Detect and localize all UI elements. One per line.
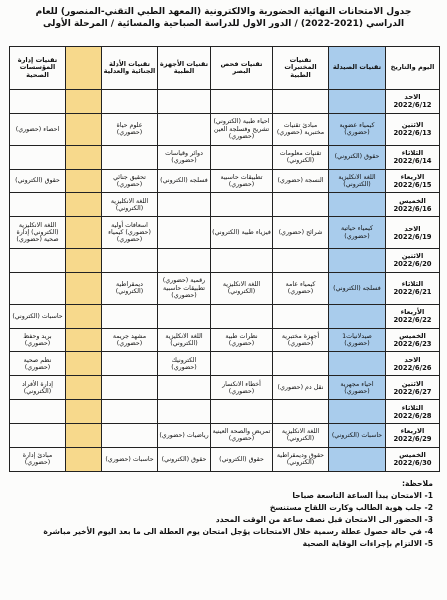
cell-health-management: حقوق (الكتروني) bbox=[10, 169, 66, 193]
cell-empty bbox=[66, 90, 102, 114]
cell-medical-devices bbox=[158, 217, 211, 249]
cell-empty bbox=[66, 113, 102, 145]
cell-day-date bbox=[386, 447, 440, 471]
cell-optometry bbox=[211, 304, 273, 328]
header-optometry: تقنيات فحص البصر bbox=[211, 47, 273, 90]
day-date: 2022/6/22 bbox=[393, 316, 432, 325]
cell-empty bbox=[66, 193, 102, 217]
cell-empty bbox=[66, 424, 102, 448]
cell-pharmacy bbox=[329, 193, 386, 217]
cell-medical-devices bbox=[158, 249, 211, 273]
cell-pharmacy: فسلجه (الكتروني) bbox=[329, 272, 386, 304]
day-name: الأربعاء bbox=[400, 308, 425, 317]
note-item: 4- في حالة حصول عطلة رسمية خلال الامتحانات يؤجل امتحان يوم العطلة الى ما بعد اليوم الأخير مباشرة bbox=[43, 527, 433, 536]
day-name: الاثنين bbox=[401, 252, 424, 261]
cell-forensic bbox=[102, 400, 158, 424]
cell-health-management: اللغة الانكليزية (الكتروني) إدارة صحية (حضوري) bbox=[10, 217, 66, 249]
document-title bbox=[14, 6, 433, 30]
notes-heading: ملاحظة: bbox=[402, 479, 433, 488]
header-health-management: تقنيات إدارة المؤسسات الصحية bbox=[10, 47, 66, 90]
cell-pharmacy: حقوق (الكتروني) bbox=[329, 145, 386, 169]
cell-forensic: علوم حياة (حضوري) bbox=[102, 113, 158, 145]
cell-day-date bbox=[386, 304, 440, 328]
cell-forensic: مشهد جريمة (حضوري) bbox=[102, 328, 158, 352]
day-name: الخميس bbox=[399, 451, 426, 460]
cell-optometry: اللغة الانكليزية (الكتروني) bbox=[211, 272, 273, 304]
cell-day-date bbox=[386, 272, 440, 304]
cell-day-date bbox=[386, 376, 440, 400]
cell-forensic bbox=[102, 376, 158, 400]
cell-health-management bbox=[10, 145, 66, 169]
cell-forensic bbox=[102, 424, 158, 448]
cell-optometry bbox=[211, 193, 273, 217]
table-row bbox=[10, 217, 440, 249]
cell-medical-devices: اللغة الانكليزية (الكتروني) bbox=[158, 328, 211, 352]
cell-empty bbox=[66, 352, 102, 376]
day-date: 2022/6/16 bbox=[393, 204, 432, 213]
cell-empty bbox=[66, 447, 102, 471]
cell-medical-devices: فسلجه (الكتروني) bbox=[158, 169, 211, 193]
cell-empty bbox=[66, 217, 102, 249]
day-date: 2022/6/29 bbox=[393, 435, 432, 444]
table-row bbox=[10, 90, 440, 114]
cell-health-management: نظم صحية (حضوري) bbox=[10, 352, 66, 376]
cell-medical-labs: حقوق وديمقراطية (الكتروني) bbox=[273, 447, 329, 471]
cell-medical-devices bbox=[158, 90, 211, 114]
header-forensic: تقنيات الأدلة الجنائية والعدلية bbox=[102, 47, 158, 90]
cell-day-date bbox=[386, 424, 440, 448]
cell-medical-devices bbox=[158, 376, 211, 400]
cell-pharmacy bbox=[329, 352, 386, 376]
cell-forensic bbox=[102, 352, 158, 376]
cell-day-date bbox=[386, 169, 440, 193]
header-pharmacy: تقنيات الصيدلة bbox=[329, 47, 386, 90]
day-date: 2022/6/13 bbox=[393, 129, 432, 138]
table-row bbox=[10, 169, 440, 193]
day-date: 2022/6/28 bbox=[393, 411, 432, 420]
cell-forensic bbox=[102, 145, 158, 169]
cell-day-date bbox=[386, 328, 440, 352]
cell-day-date bbox=[386, 193, 440, 217]
note-item: 1- الامتحان يبدأ الساعة التاسعة صباحا bbox=[292, 491, 433, 500]
cell-empty bbox=[66, 249, 102, 273]
cell-medical-labs bbox=[273, 193, 329, 217]
cell-day-date bbox=[386, 90, 440, 114]
cell-medical-devices: دوائر وقياسات (حضوري) bbox=[158, 145, 211, 169]
cell-medical-devices: رياضيات (حضوري) bbox=[158, 424, 211, 448]
cell-health-management bbox=[10, 424, 66, 448]
cell-medical-labs: تقنيات معلومات (الكتروني) bbox=[273, 145, 329, 169]
day-name: الاحد bbox=[404, 355, 421, 364]
cell-optometry bbox=[211, 249, 273, 273]
cell-pharmacy: كيمياء حياتية (حضوري) bbox=[329, 217, 386, 249]
header-medical-devices: تقنيات الأجهزة الطبية bbox=[158, 47, 211, 90]
cell-health-management: إدارة الأفراد (الكتروني) bbox=[10, 376, 66, 400]
day-name: الخميس bbox=[399, 331, 426, 340]
day-name: الاثنين bbox=[401, 379, 424, 388]
cell-health-management bbox=[10, 249, 66, 273]
day-name: الثلاثاء bbox=[401, 280, 424, 289]
table-row bbox=[10, 400, 440, 424]
day-date: 2022/6/21 bbox=[393, 288, 432, 297]
cell-pharmacy: حاسبات (الكتروني) bbox=[329, 424, 386, 448]
cell-health-management bbox=[10, 272, 66, 304]
exam-schedule-table bbox=[9, 46, 440, 472]
cell-health-management: حاسبات (الكتروني) bbox=[10, 304, 66, 328]
cell-medical-devices: رقمية (حضوري) تطبيقات حاسبية (حضوري) bbox=[158, 272, 211, 304]
cell-medical-labs: النسجة (حضوري) bbox=[273, 169, 329, 193]
table-row bbox=[10, 352, 440, 376]
cell-forensic: حاسبات (حضوري) bbox=[102, 447, 158, 471]
cell-optometry bbox=[211, 352, 273, 376]
cell-medical-devices bbox=[158, 304, 211, 328]
cell-empty bbox=[66, 304, 102, 328]
table-body bbox=[10, 90, 440, 472]
cell-optometry: أخطاء الانكسار (حضوري) bbox=[211, 376, 273, 400]
cell-optometry: حقوق (الكتروني) bbox=[211, 447, 273, 471]
cell-empty bbox=[66, 400, 102, 424]
cell-pharmacy: صيدلانيات1 (حضوري) bbox=[329, 328, 386, 352]
note-item: 5- الالتزام بإجراءات الوقاية الصحية bbox=[302, 539, 433, 548]
cell-optometry: تمريض والصحة العينية (حضوري) bbox=[211, 424, 273, 448]
cell-medical-labs: اللغة الانكليزية (الكتروني) bbox=[273, 424, 329, 448]
cell-day-date bbox=[386, 352, 440, 376]
day-name: الخميس bbox=[399, 196, 426, 205]
day-name: الثلاثاء bbox=[401, 149, 424, 158]
day-date: 2022/6/14 bbox=[393, 157, 432, 166]
cell-medical-devices bbox=[158, 193, 211, 217]
cell-empty bbox=[66, 145, 102, 169]
cell-empty bbox=[66, 272, 102, 304]
table-row bbox=[10, 424, 440, 448]
day-name: الاربعاء bbox=[400, 172, 425, 181]
table-row bbox=[10, 272, 440, 304]
cell-medical-labs bbox=[273, 304, 329, 328]
cell-medical-labs: مبادئ تقنيات مختبرية (حضوري) bbox=[273, 113, 329, 145]
cell-optometry: تطبيقات حاسبية (حضوري) bbox=[211, 169, 273, 193]
day-date: 2022/6/30 bbox=[393, 459, 432, 468]
day-date: 2022/6/27 bbox=[393, 387, 432, 396]
cell-medical-labs bbox=[273, 249, 329, 273]
cell-medical-labs bbox=[273, 352, 329, 376]
cell-optometry: فيزياء طبية (الكتروني) bbox=[211, 217, 273, 249]
table-row bbox=[10, 304, 440, 328]
cell-day-date bbox=[386, 113, 440, 145]
note-item: 3- الحضور الى الامتحان قبل نصف ساعة من الوقت المحدد bbox=[215, 515, 433, 524]
cell-medical-labs: أجهزة مختبرية (حضوري) bbox=[273, 328, 329, 352]
cell-health-management: احصاء (حضوري) bbox=[10, 113, 66, 145]
cell-medical-devices: حقوق (الكتروني) bbox=[158, 447, 211, 471]
notes-section bbox=[13, 478, 433, 550]
cell-medical-devices: الكترونيك (حضوري) bbox=[158, 352, 211, 376]
table-row bbox=[10, 376, 440, 400]
cell-empty bbox=[66, 376, 102, 400]
cell-health-management bbox=[10, 400, 66, 424]
header-empty bbox=[66, 47, 102, 90]
cell-day-date bbox=[386, 249, 440, 273]
cell-health-management: مبادئ إدارة (حضوري) bbox=[10, 447, 66, 471]
note-item: 2- جلب هوية الطالب وكارت اللقاح مستنسخ bbox=[269, 503, 433, 512]
day-name: الاثنين bbox=[401, 121, 424, 130]
cell-pharmacy bbox=[329, 304, 386, 328]
day-name: الاربعاء bbox=[400, 427, 425, 436]
day-date: 2022/6/26 bbox=[393, 363, 432, 372]
cell-health-management: بريد وحفظ (حضوري) bbox=[10, 328, 66, 352]
cell-forensic: تحقيق جنائي (حضوري) bbox=[102, 169, 158, 193]
cell-medical-labs: نقل دم (حضوري) bbox=[273, 376, 329, 400]
cell-forensic: ديمقراطية (الكتروني) bbox=[102, 272, 158, 304]
cell-pharmacy bbox=[329, 400, 386, 424]
cell-optometry: احياء طبية (الكتروني) تشريح وفسلجة العين (حضوري) bbox=[211, 113, 273, 145]
cell-empty bbox=[66, 169, 102, 193]
cell-day-date bbox=[386, 217, 440, 249]
header-day-date: اليوم والتاريخ bbox=[386, 47, 440, 90]
title-line-2: الدراسي (2021-2022) / الدور الاول للدراسة الصباحية والمسائية / المرحلة الأولى bbox=[42, 19, 405, 29]
cell-medical-devices bbox=[158, 113, 211, 145]
cell-pharmacy bbox=[329, 90, 386, 114]
table-header-row bbox=[10, 47, 440, 90]
header-medical-labs: تقنيات المختبرات الطبية bbox=[273, 47, 329, 90]
cell-pharmacy: اللغة الانكليزية (الكتروني) bbox=[329, 169, 386, 193]
day-name: الاحد bbox=[404, 224, 421, 233]
cell-forensic bbox=[102, 90, 158, 114]
cell-medical-labs bbox=[273, 90, 329, 114]
day-date: 2022/6/15 bbox=[393, 180, 432, 189]
cell-pharmacy: كيمياء عضوية (حضوري) bbox=[329, 113, 386, 145]
cell-optometry bbox=[211, 145, 273, 169]
cell-medical-labs: شرائح (حضوري) bbox=[273, 217, 329, 249]
cell-empty bbox=[66, 328, 102, 352]
cell-day-date bbox=[386, 145, 440, 169]
title-line-1: جدول الامتحانات النهائية الحضورية والالكترونية (المعهد الطبي التقني-المنصور) للعام bbox=[35, 7, 412, 17]
cell-optometry: نظرات طبية (حضوري) bbox=[211, 328, 273, 352]
cell-health-management bbox=[10, 193, 66, 217]
cell-health-management bbox=[10, 90, 66, 114]
table-row bbox=[10, 145, 440, 169]
table-row bbox=[10, 447, 440, 471]
day-name: الاحد bbox=[404, 93, 421, 102]
cell-pharmacy: احياء مجهرية (حضوري) bbox=[329, 376, 386, 400]
cell-medical-devices bbox=[158, 400, 211, 424]
cell-pharmacy bbox=[329, 447, 386, 471]
day-date: 2022/6/19 bbox=[393, 232, 432, 241]
cell-pharmacy bbox=[329, 249, 386, 273]
day-date: 2022/6/12 bbox=[393, 101, 432, 110]
table-row bbox=[10, 249, 440, 273]
day-date: 2022/6/20 bbox=[393, 260, 432, 269]
day-date: 2022/6/23 bbox=[393, 339, 432, 348]
day-name: الثلاثاء bbox=[401, 403, 424, 412]
cell-medical-labs: كيمياء عامة (حضوري) bbox=[273, 272, 329, 304]
cell-optometry bbox=[211, 400, 273, 424]
table-row bbox=[10, 328, 440, 352]
table-row bbox=[10, 113, 440, 145]
cell-optometry bbox=[211, 90, 273, 114]
table-row bbox=[10, 193, 440, 217]
cell-forensic: اللغة الانكليزية (الكتروني) bbox=[102, 193, 158, 217]
cell-forensic: اسعافات أولية (حضوري) كيمياء (حضوري) bbox=[102, 217, 158, 249]
cell-day-date bbox=[386, 400, 440, 424]
cell-forensic bbox=[102, 249, 158, 273]
cell-medical-labs bbox=[273, 400, 329, 424]
cell-forensic bbox=[102, 304, 158, 328]
